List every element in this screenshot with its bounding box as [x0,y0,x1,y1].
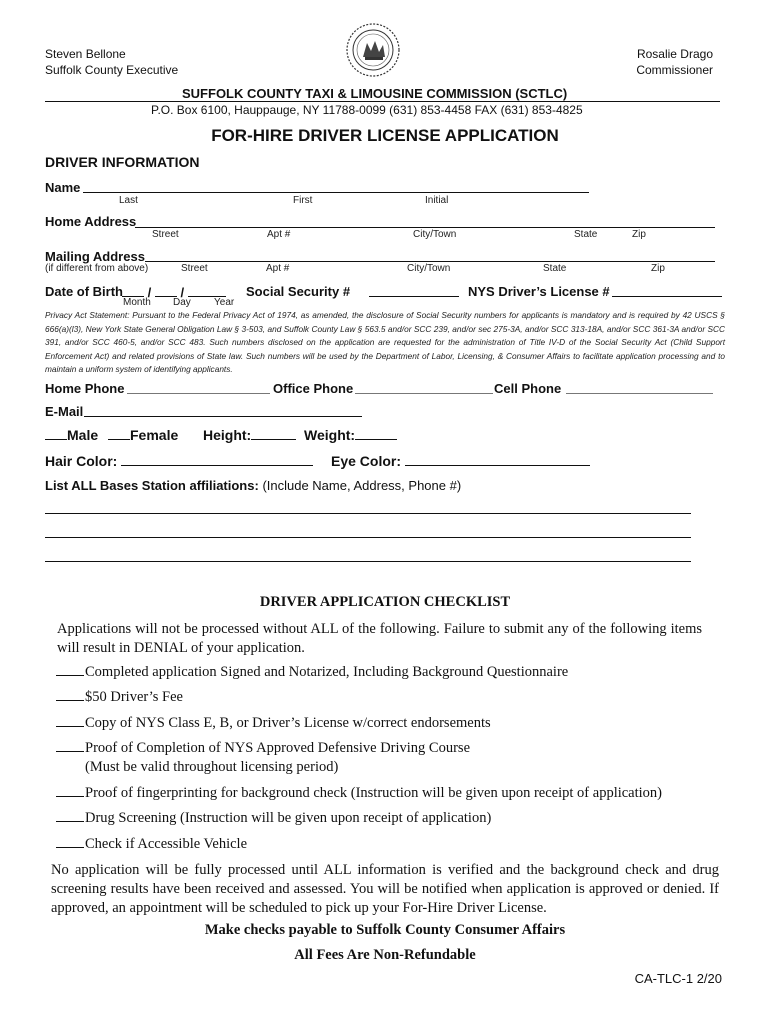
home-address-label: Home Address [45,214,137,229]
checklist-item-license-copy[interactable] [56,715,491,732]
male-option[interactable] [45,427,98,443]
name-sub-first: First [293,195,313,206]
header-rule [45,101,720,102]
commissioner-name: Rosalie Drago [636,47,713,61]
dob-label: Date of Birth [45,284,123,299]
hair-color-field[interactable] [45,453,313,469]
dob-sub-day: Day [173,297,191,308]
dob-sub-month: Month [123,297,151,308]
female-label: Female [130,427,179,443]
hair-color-label: Hair Color: [45,453,118,469]
checklist-intro: Applications will not be processed without ALL of the following. Failure to submit any of the following items will result in DENIAL of your application. [57,621,702,656]
checklist-item-accessible-vehicle[interactable] [56,836,247,853]
mailing-note: (if different from above) [45,263,149,274]
office-phone-field[interactable] [355,393,493,394]
home-sub-city: City/Town [413,229,457,240]
bases-line-1[interactable] [45,513,691,514]
dob-field[interactable]: / / [122,284,226,300]
driver-information-heading: DRIVER INFORMATION [45,154,200,170]
mailing-address-label: Mailing Address [45,249,145,264]
weight-field[interactable] [304,427,397,443]
checklist-item-label: Copy of NYS Class E, B, or Driver’s License w/correct endorsements [85,715,491,731]
commissioner-title: Commissioner [636,63,713,77]
home-sub-street: Street [152,229,179,240]
name-label: Name [45,180,81,195]
commission-name: SUFFOLK COUNTY TAXI & LIMOUSINE COMMISSION (SCTLC) [182,86,568,101]
checklist-heading: DRIVER APPLICATION CHECKLIST [259,594,511,610]
home-sub-zip: Zip [632,229,646,240]
cell-phone-label: Cell Phone [494,381,562,396]
nys-license-field[interactable] [612,296,722,297]
mailing-sub-zip: Zip [651,263,665,274]
privacy-statement: Privacy Act Statement: Pursuant to the Federal Privacy Act of 1974, as amended, the disclosure of Social Security numbers for applicants is mandatory and is required by 42 USCS § 666(a)(l3), New York State General Obligation Law § 3-503, and Suffolk County Law § 563.5 and/or SCC 239, and/or sec 275-3A, and/or SCC 313-18A, and/or SCC 361-3A and/or SCC 391, and/or SCC 460-5, and/or SCC 483. Such numbers disclosed on the application are requested for the administration of Title IV-D of the Social Security Act (Child Support Enforcement Act) and related provisions of State law. Such numbers will be used by the Department of Labor, Licensing, & Consumer Affairs to facilitate application processing and to maintain a uniform system of identifying applicants. [45,310,725,375]
home-address-field[interactable] [135,227,715,228]
male-label: Male [67,427,99,443]
bases-label: List ALL Bases Station affiliations: [45,478,259,493]
mailing-sub-city: City/Town [407,263,451,274]
mailing-address-field[interactable] [145,261,715,262]
ssn-label: Social Security # [246,284,351,299]
bases-hint: (Include Name, Address, Phone #) [262,478,462,493]
checklist-item-label: Proof of fingerprinting for background check (Instruction will be given upon receipt of application) [85,785,663,801]
checks-payable-note: Make checks payable to Suffolk County Consumer Affairs [204,922,566,938]
mailing-sub-state: State [543,263,567,274]
home-phone-field[interactable] [127,393,270,394]
checklist-item-fee[interactable] [56,689,183,706]
cell-phone-field[interactable] [566,393,713,394]
checklist-item-label: Completed application Signed and Notarized, Including Background Questionnaire [85,664,569,680]
ssn-field[interactable] [369,296,459,297]
female-option[interactable] [108,427,178,443]
county-executive-name: Steven Bellone [45,47,126,61]
home-phone-label: Home Phone [45,381,125,396]
county-executive-title: Suffolk County Executive [45,63,179,77]
checklist-item-label: $50 Driver’s Fee [85,689,183,705]
eye-color-field[interactable] [331,453,590,469]
checklist-item-notarized[interactable] [56,664,568,681]
home-sub-apt: Apt # [267,229,291,240]
checklist-item-drug-screening[interactable] [56,810,491,827]
checklist-item-label: Check if Accessible Vehicle [85,836,247,852]
checklist-item-label: Proof of Completion of NYS Approved Defensive Driving Course [85,740,471,756]
form-code: CA-TLC-1 2/20 [634,971,722,986]
commission-address: P.O. Box 6100, Hauppauge, NY 11788-0099 (631) 853-4458 FAX (631) 853-4825 [151,103,583,117]
home-sub-state: State [574,229,598,240]
closing-paragraph: No application will be fully processed until ALL information is verified and the background check and drug screening results have been received and assessed. You will be notified when application is approved or denied. If approved, an appointment will be scheduled to pick up your For-Hire Driver License. [51,862,719,916]
page-title: FOR-HIRE DRIVER LICENSE APPLICATION [211,126,559,145]
nys-license-label: NYS Driver’s License # [468,284,610,299]
height-label: Height: [203,427,252,443]
email-field[interactable] [84,416,362,417]
email-label: E-Mail [45,404,84,419]
office-phone-label: Office Phone [273,381,354,396]
name-sub-last: Last [119,195,138,206]
fees-nonrefundable-note: All Fees Are Non-Refundable [294,947,476,963]
height-field[interactable] [203,427,296,443]
bases-affiliations [45,478,461,493]
checklist-item-defensive-driving[interactable] [56,740,470,757]
mailing-sub-apt: Apt # [266,263,290,274]
bases-line-2[interactable] [45,537,691,538]
bases-line-3[interactable] [45,561,691,562]
weight-label: Weight: [304,427,356,443]
checklist-item-fingerprinting[interactable] [56,785,662,802]
county-seal-icon [345,21,401,79]
mailing-sub-street: Street [181,263,208,274]
name-field[interactable] [83,192,589,193]
dob-sub-year: Year [214,297,235,308]
checklist-item-label: Drug Screening (Instruction will be given upon receipt of application) [85,810,492,826]
name-sub-initial: Initial [425,195,449,206]
eye-color-label: Eye Color: [331,453,402,469]
defensive-driving-note: (Must be valid throughout licensing period) [85,759,339,775]
